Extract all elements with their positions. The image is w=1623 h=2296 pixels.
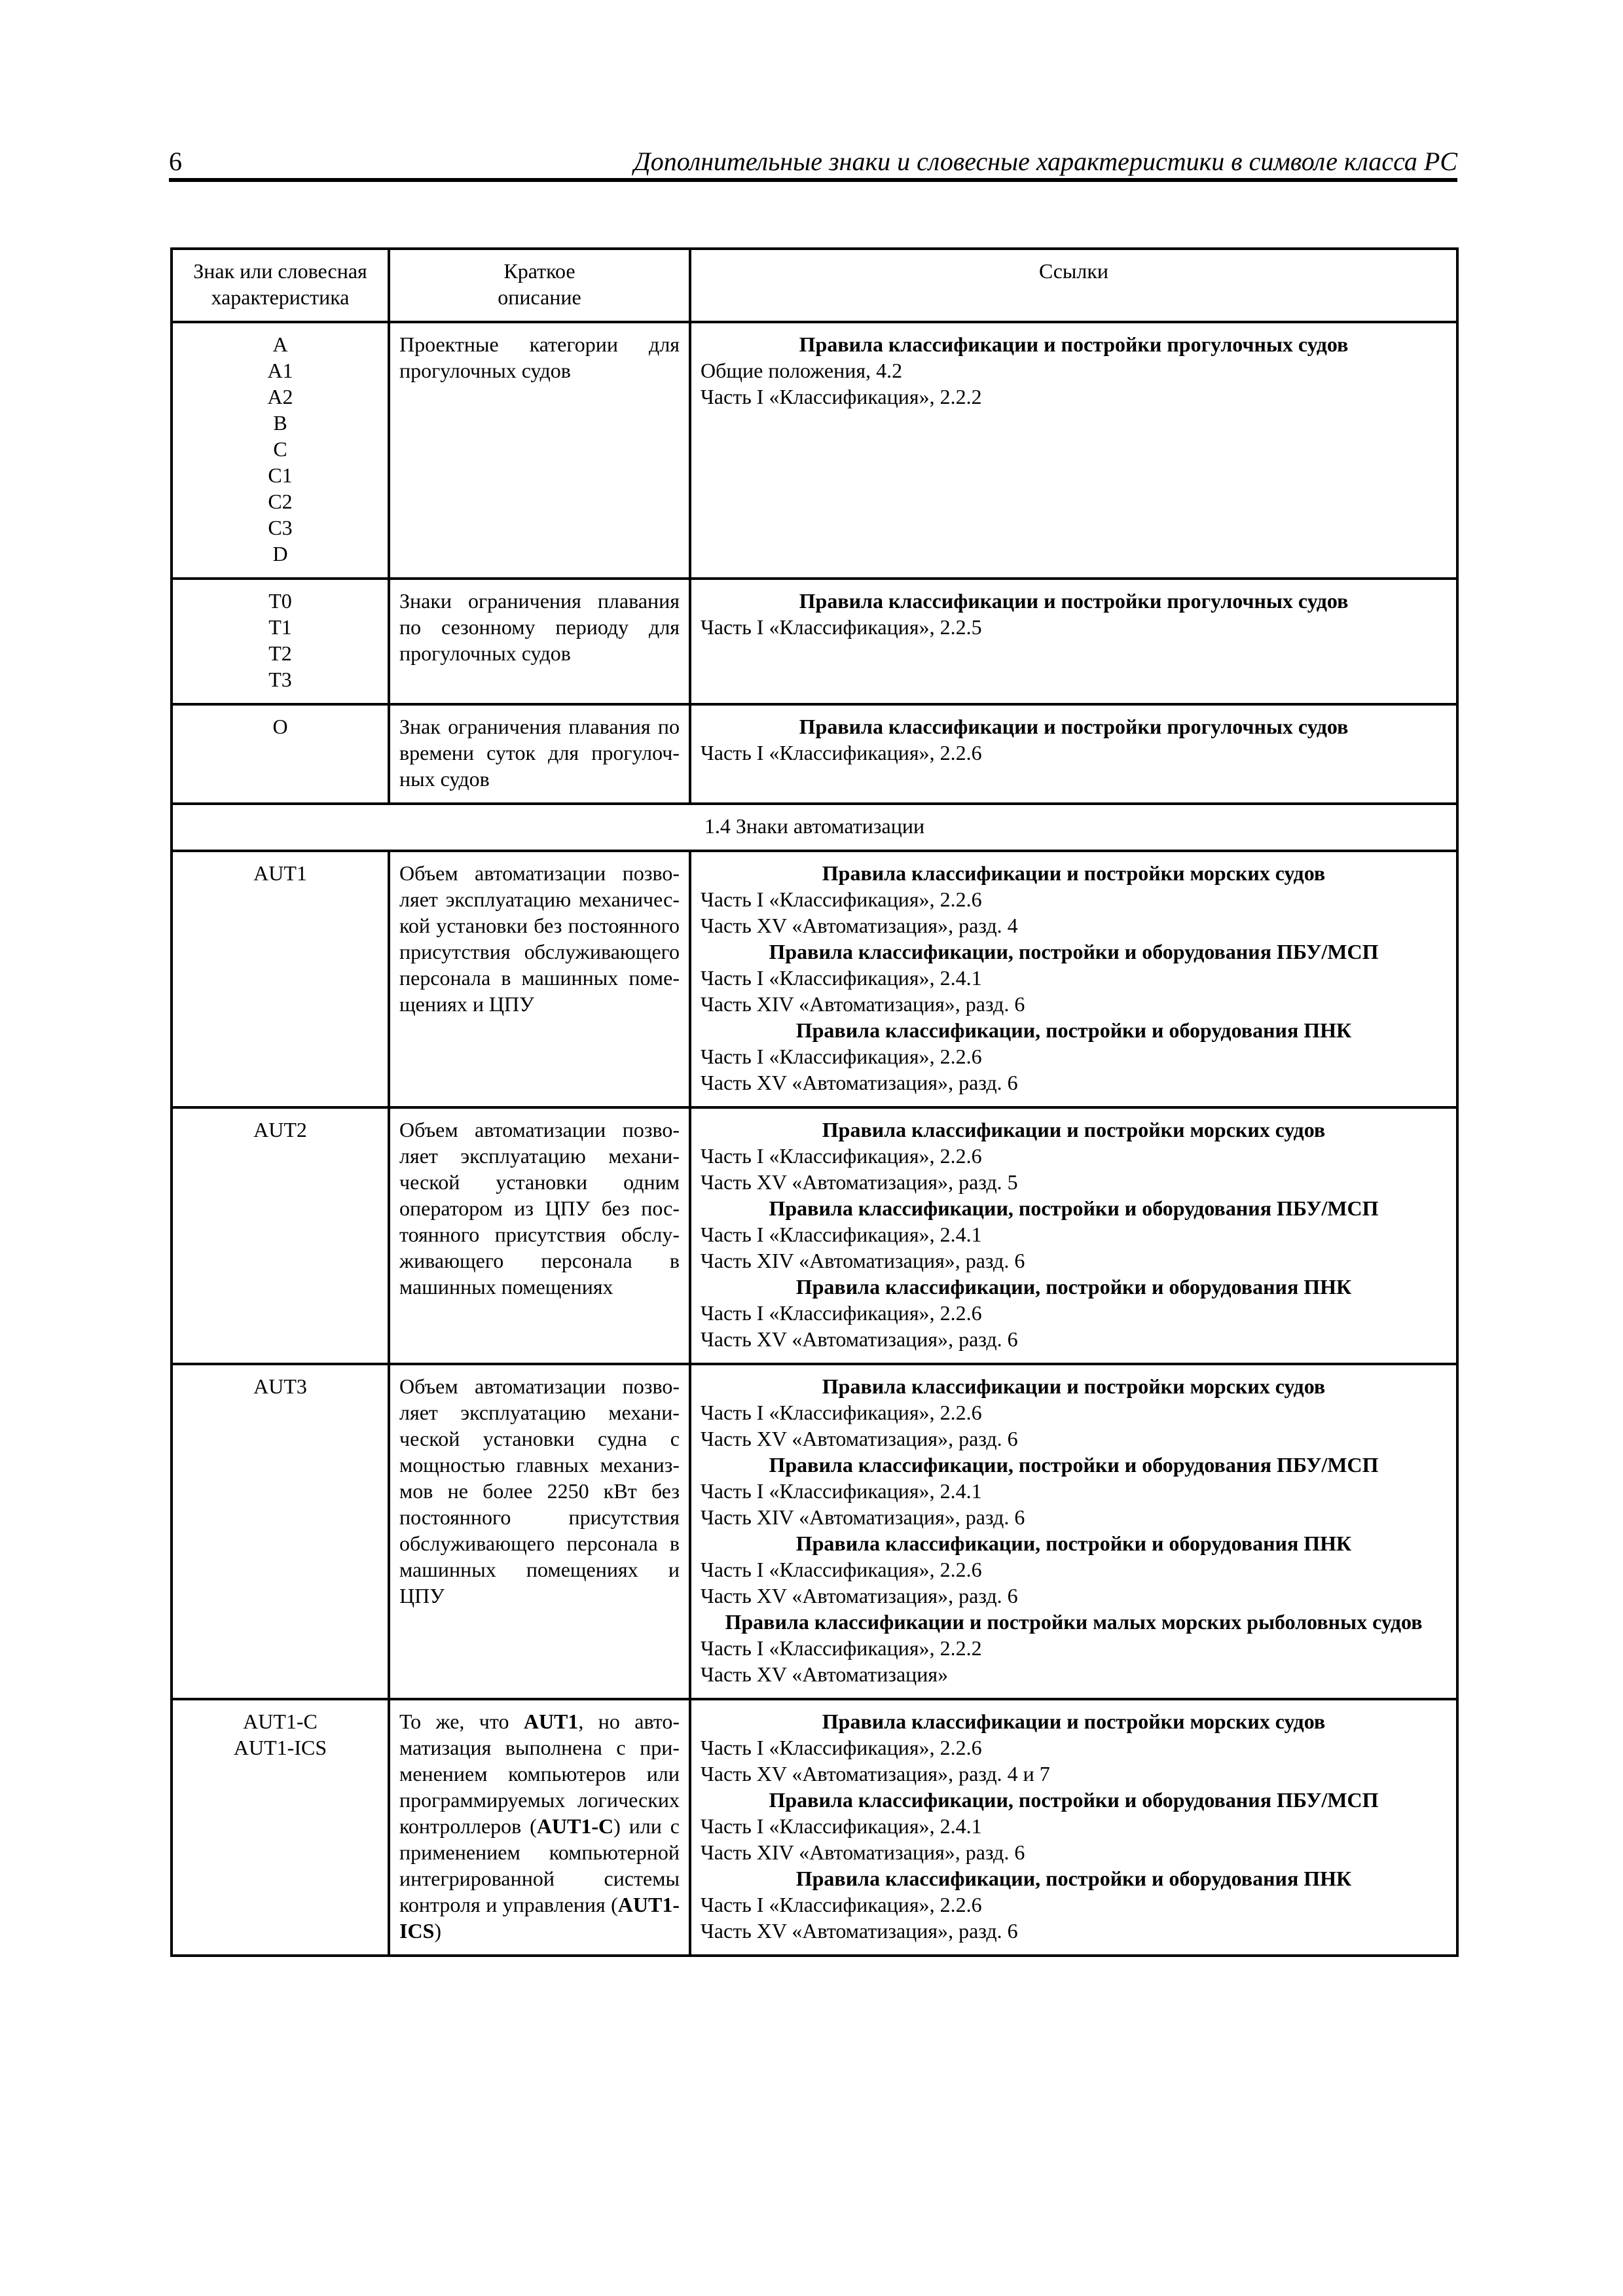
table-row — [172, 851, 1457, 1107]
description-cell: Проектные категории для прогулочных судов — [389, 322, 690, 579]
table-row — [172, 1364, 1457, 1699]
reference-line: Часть I «Классификация», 2.4.1 — [701, 1479, 982, 1503]
reference-line: Часть XV «Автоматизация», разд. 6 — [701, 1919, 1018, 1943]
reference-line: Часть I «Классификация», 2.2.6 — [701, 741, 982, 764]
sign-code: A — [272, 332, 288, 356]
rules-title: Правила классификации и постройки малых морских рыболовных судов — [725, 1610, 1423, 1634]
reference-line: Часть I «Классификация», 2.2.6 — [701, 1301, 982, 1325]
reference-line: Часть I «Классификация», 2.2.6 — [701, 1401, 982, 1424]
table-row — [172, 322, 1457, 579]
page-header — [169, 145, 1457, 178]
reference-line: Часть XIV «Автоматизация», разд. 6 — [701, 1505, 1025, 1529]
reference-line: Часть I «Классификация», 2.2.6 — [701, 888, 982, 911]
rules-title: Правила классификации, постройки и оборудования ПБУ/МСП — [769, 1196, 1379, 1220]
rules-title: Правила классификации и постройки морских судов — [822, 1118, 1326, 1141]
references-cell — [690, 1364, 1457, 1699]
rules-title: Правила классификации, постройки и оборудования ПНК — [795, 1275, 1352, 1299]
table-row — [172, 579, 1457, 704]
rules-title: Правила классификации и постройки прогулочных судов — [799, 332, 1349, 356]
sign-code: AUT1 — [253, 861, 307, 885]
rules-title: Правила классификации и постройки морских судов — [822, 861, 1326, 885]
reference-line: Часть I «Классификация», 2.2.6 — [701, 1558, 982, 1581]
rules-title: Правила классификации и постройки прогулочных судов — [799, 589, 1349, 613]
reference-line: Часть XIV «Автоматизация», разд. 6 — [701, 1840, 1025, 1864]
sign-code: AUT2 — [253, 1118, 307, 1141]
reference-line: Часть I «Классификация», 2.2.6 — [701, 1045, 982, 1068]
references-cell — [690, 704, 1457, 804]
reference-line: Общие положения, 4.2 — [701, 359, 903, 382]
table-row — [172, 704, 1457, 804]
sign-code: T0 — [268, 589, 292, 613]
sign-cell — [172, 322, 389, 579]
section-title: 1.4 Знаки автоматизации — [172, 804, 1457, 851]
column-header-sign-line: характеристика — [211, 285, 350, 309]
sign-code: D — [272, 542, 288, 565]
references-cell — [690, 1699, 1457, 1956]
description-cell: Знак ограничения плавания по времени суток для прогулоч-ных судов — [389, 704, 690, 804]
rules-title: Правила классификации, постройки и оборудования ПБУ/МСП — [769, 1788, 1379, 1812]
page-number: 6 — [169, 147, 182, 176]
sign-cell — [172, 851, 389, 1107]
reference-line: Часть XV «Автоматизация», разд. 6 — [701, 1071, 1018, 1094]
reference-line: Часть I «Классификация», 2.4.1 — [701, 1223, 982, 1246]
reference-line: Часть I «Классификация», 2.2.2 — [701, 385, 982, 408]
sign-reference: AUT1-ICS — [399, 1893, 680, 1943]
table-header-row — [172, 249, 1457, 322]
reference-line: Часть I «Классификация», 2.4.1 — [701, 1814, 982, 1838]
references-cell — [690, 1107, 1457, 1364]
sign-cell — [172, 579, 389, 704]
table-row — [172, 1107, 1457, 1364]
rules-title: Правила классификации и постройки морских судов — [822, 1374, 1326, 1398]
column-header-description — [389, 249, 690, 322]
sign-cell — [172, 1364, 389, 1699]
sign-code: AUT1-ICS — [233, 1736, 327, 1759]
reference-line: Часть I «Классификация», 2.2.2 — [701, 1636, 982, 1660]
section-row — [172, 804, 1457, 851]
description-text: , но авто-матизация выполнена с при-менением компьютеров или программируемых логических контроллеров ( — [399, 1710, 680, 1838]
column-header-sign-line: Знак или словесная — [193, 259, 367, 283]
rules-title: Правила классификации, постройки и оборудования ПБУ/МСП — [769, 940, 1379, 963]
description-cell: Объем автоматизации позво-ляет эксплуатацию механи-ческой установки одним оператором из ЦПУ без пос-тоянного присутствия обслу-живающего персонала в машинных помещениях — [389, 1107, 690, 1364]
rules-title: Правила классификации, постройки и оборудования ПНК — [795, 1532, 1352, 1555]
references-cell — [690, 322, 1457, 579]
reference-line: Часть XV «Автоматизация», разд. 6 — [701, 1427, 1018, 1450]
description-cell — [389, 1699, 690, 1956]
reference-line: Часть I «Классификация», 2.4.1 — [701, 966, 982, 990]
description-text: ) или с применением компьютерной интегрированной системы контроля и управления ( — [399, 1814, 680, 1916]
sign-code: A2 — [267, 385, 293, 408]
signs-table — [170, 247, 1459, 1957]
sign-reference: AUT1-C — [536, 1814, 614, 1838]
sign-code: B — [273, 411, 287, 435]
reference-line: Часть XV «Автоматизация» — [701, 1662, 949, 1686]
sign-code: C1 — [268, 463, 293, 487]
reference-line: Часть XIV «Автоматизация», разд. 6 — [701, 992, 1025, 1016]
sign-cell — [172, 1699, 389, 1956]
description-cell: Знаки ограничения плавания по сезонному периоду для прогулочных судов — [389, 579, 690, 704]
sign-code: C — [273, 437, 287, 461]
table-row — [172, 1699, 1457, 1956]
reference-line: Часть XV «Автоматизация», разд. 4 — [701, 914, 1018, 937]
rules-title: Правила классификации, постройки и оборудования ПНК — [795, 1018, 1352, 1042]
references-cell — [690, 579, 1457, 704]
column-header-sign — [172, 249, 389, 322]
reference-line: Часть XV «Автоматизация», разд. 6 — [701, 1327, 1018, 1351]
references-cell — [690, 851, 1457, 1107]
sign-code: T1 — [268, 615, 292, 639]
header-rule — [169, 178, 1457, 182]
reference-line: Часть XV «Автоматизация», разд. 4 и 7 — [701, 1762, 1050, 1785]
sign-cell — [172, 1107, 389, 1364]
column-header-references: Ссылки — [690, 249, 1457, 322]
column-header-description-line: Краткое — [503, 259, 575, 283]
column-header-description-line: описание — [498, 285, 581, 309]
sign-code: C2 — [268, 490, 293, 513]
rules-title: Правила классификации и постройки прогулочных судов — [799, 715, 1349, 738]
sign-code: O — [272, 715, 288, 738]
rules-title: Правила классификации и постройки морских судов — [822, 1710, 1326, 1733]
reference-line: Часть I «Классификация», 2.2.6 — [701, 1736, 982, 1759]
reference-line: Часть XV «Автоматизация», разд. 6 — [701, 1584, 1018, 1607]
sign-code: C3 — [268, 516, 293, 539]
sign-reference: AUT1 — [523, 1710, 579, 1733]
sign-code: A1 — [267, 359, 293, 382]
sign-code: AUT1-C — [243, 1710, 318, 1733]
description-cell: Объем автоматизации позво-ляет эксплуатацию механи-ческой установки судна с мощностью главных механиз-мов не более 2250 кВт без постоянного присутствия обслуживающего персонала в машинных помещениях и ЦПУ — [389, 1364, 690, 1699]
description-text: То же, что — [399, 1710, 524, 1733]
sign-code: T2 — [268, 641, 292, 665]
description-cell: Объем автоматизации позво-ляет эксплуатацию механичес-кой установки без постоянного присутствия обслуживающего персонала в машинных поме-щениях и ЦПУ — [389, 851, 690, 1107]
rules-title: Правила классификации, постройки и оборудования ПНК — [795, 1867, 1352, 1890]
sign-code: AUT3 — [253, 1374, 307, 1398]
reference-line: Часть I «Классификация», 2.2.5 — [701, 615, 982, 639]
reference-line: Часть XV «Автоматизация», разд. 5 — [701, 1170, 1018, 1194]
description-text: ) — [434, 1919, 442, 1943]
reference-line: Часть XIV «Автоматизация», разд. 6 — [701, 1249, 1025, 1272]
reference-line: Часть I «Классификация», 2.2.6 — [701, 1144, 982, 1168]
rules-title: Правила классификации, постройки и оборудования ПБУ/МСП — [769, 1453, 1379, 1477]
sign-cell — [172, 704, 389, 804]
sign-code: T3 — [268, 668, 292, 691]
running-title: Дополнительные знаки и словесные характеристики в символе класса РС — [634, 147, 1457, 176]
reference-line: Часть I «Классификация», 2.2.6 — [701, 1893, 982, 1916]
